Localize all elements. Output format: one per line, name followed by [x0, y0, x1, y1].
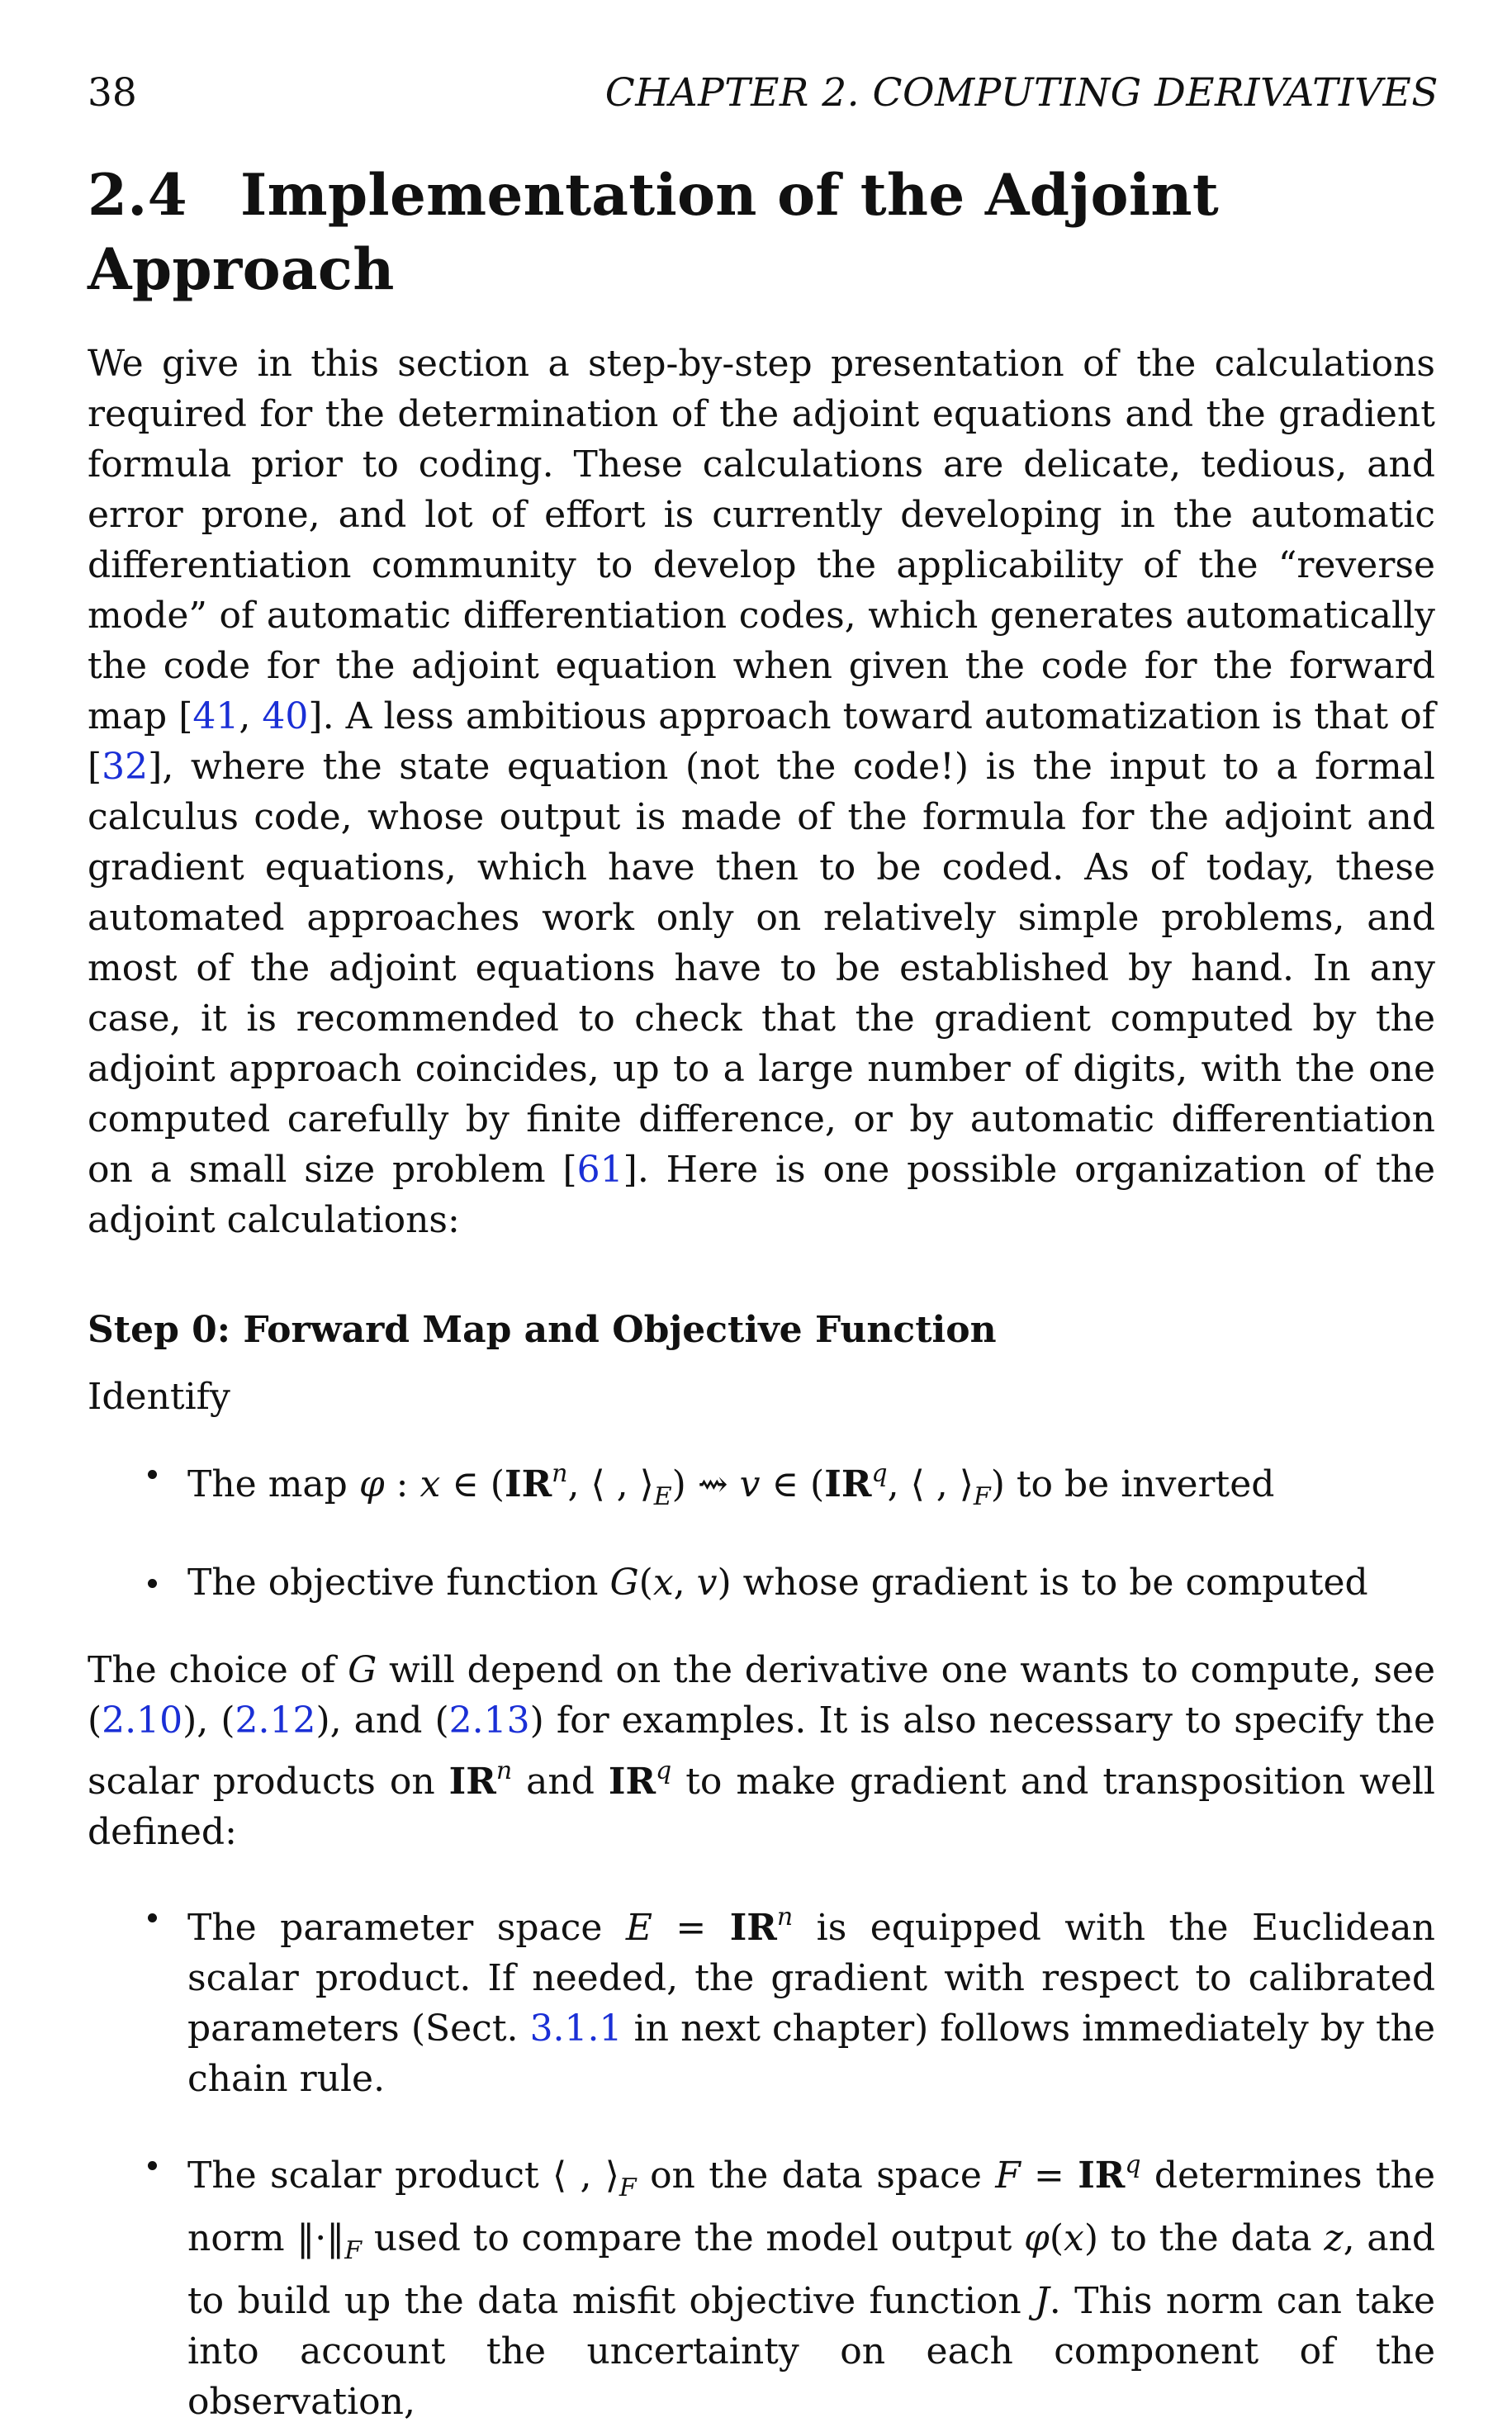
scalar-products-bullet-list [88, 1892, 1435, 2427]
citation-link-61[interactable]: 61 [576, 1149, 623, 1191]
list-item-objective-function: The objective function G(x, v) whose gradient is to be computed [88, 1557, 1435, 1608]
equation-link-2-10[interactable]: 2.10 [102, 1699, 183, 1742]
bullet-dot-icon [148, 1913, 157, 1922]
page [88, 64, 1439, 2427]
page-number: 38 [88, 70, 137, 116]
step0-bullet-list [88, 1448, 1435, 1608]
citation-link-40[interactable]: 40 [262, 695, 309, 737]
section-link-3-1-1[interactable]: 3.1.1 [529, 2007, 623, 2050]
equation-link-2-13[interactable]: 2.13 [448, 1699, 530, 1742]
intro-text-1: We give in this section a step-by-step presentation of the calculations required for the determination of the adjoint equations and the gradient formula prior to coding. These calculations are delicate, tedious, and error prone, and lot of effort is currently developing in the automatic differentiation community to develop the applicability of the “reverse mode” of automatic differentiation codes, which generates automatically the code for the adjoint equation when given the code for the forward map [ [88, 343, 1435, 737]
equation-link-2-12[interactable]: 2.12 [235, 1699, 316, 1742]
section-number: 2.4 [88, 162, 187, 229]
running-header [88, 64, 1439, 122]
intro-paragraph [88, 339, 1435, 1245]
identify-text: Identify [88, 1376, 230, 1418]
choice-paragraph: The choice of G will depend on the derivative one wants to compute, see (2.10), (2.12), and (2.13) for examples. It is also necessary to specify the scalar products on $IR^n$ and $IR^q$ to make gradient and transposition well defined: [88, 1649, 1436, 1853]
intro-text-3: ], where the state equation (not the code!) is the input to a formal calculus code, whose output is made of the formula for the adjoint and gradient equations, which have then to be coded. As of today, these automated approaches work only on relatively simple problems, and most of the adjoint equations have to be established by hand. In any case, it is recommended to check that the gradient computed by the adjoint approach coincides, up to a large number of digits, with the one computed carefully by finite difference, or by automatic differentiation on a small size problem [ [88, 746, 1435, 1191]
list-item-forward-map: The map φ : x ∈ ($IR^n$, ⟨ , $⟩_E$) ⇝ v ∈ ($IR^q$, ⟨ , $⟩_F$) to be inverted [88, 1448, 1435, 1522]
intro-text-4: ]. Here is one possible organization of the adjoint calculations: [88, 1149, 1435, 1241]
bullet-dot-icon [148, 2161, 157, 2170]
bullet-dot-icon [148, 1470, 157, 1479]
intro-text-2: ]. A less ambitious approach toward automatization is that of [ [88, 695, 1435, 788]
bullet-dot-icon [148, 1579, 157, 1588]
section-heading [88, 159, 1435, 307]
list-item-data-space: The scalar product ⟨ , $⟩_F$ on the data space $F = IR^q$ determines the norm $‖\cdot‖_F$ used to compare the model output φ(x) to the data z, and to build up the data misfit objective function J. This norm can take into account the uncertainty on each component of the observation, [88, 2140, 1435, 2427]
list-item-parameter-space: The parameter space $E = IR^n$ is equipped with the Euclidean scalar product. If needed, the gradient with respect to calibrated parameters (Sect. 3.1.1 in next chapter) follows immediately by the chain rule. [88, 1892, 1435, 2104]
chapter-title: CHAPTER 2. COMPUTING DERIVATIVES [604, 70, 1439, 116]
citation-link-32[interactable]: 32 [102, 746, 149, 788]
step0-heading: Step 0: Forward Map and Objective Function [88, 1309, 997, 1351]
section-title: Implementation of the Adjoint Approach [88, 162, 1220, 303]
citation-link-41[interactable]: 41 [192, 695, 239, 737]
citation-separator: , [239, 695, 263, 737]
